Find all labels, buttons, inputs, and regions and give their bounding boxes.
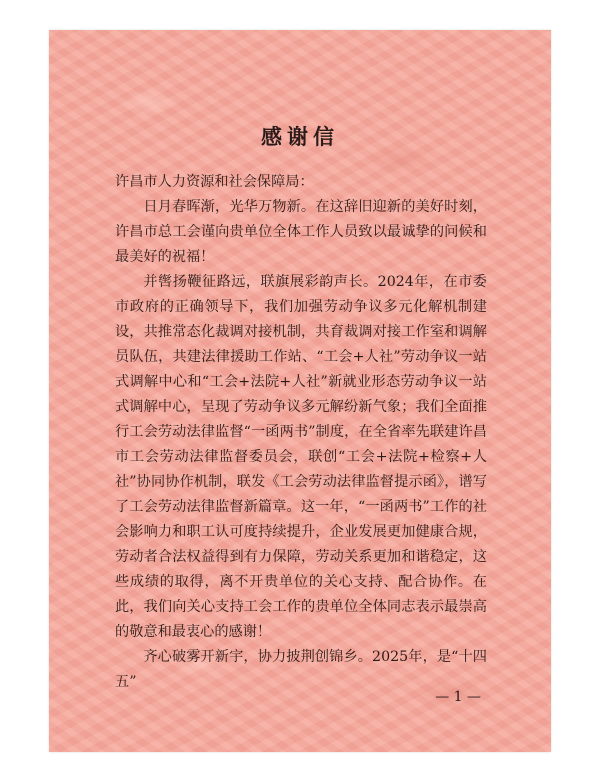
letter-title: 感谢信 [261, 124, 339, 149]
paragraph-greeting: 日月春晖渐，光华万物新。在这辞旧迎新的美好时刻，许昌市总工会谨向贵单位全体工作人员致以最诚挚的问候和最美好的祝福！ [115, 199, 487, 265]
page-number: — 1 — [435, 689, 481, 705]
paragraph-outlook: 齐心破雾开新宇，协力披荆创锦乡。2025年，是“十四五” [115, 649, 487, 690]
letter-salutation: 许昌市人力资源和社会保障局： [115, 174, 314, 190]
letter-page [49, 30, 551, 752]
letter-body [115, 170, 487, 695]
paragraph-achievements: 并辔扬鞭征路远，联旗展彩韵声长。2024年，在市委市政府的正确领导下，我们加强劳动争议多元化解机制建设，共推常态化裁调对接机制，共育裁调对接工作室和调解员队伍，共建法律援助工作站、“工会+人社”劳动争议一站式调解中心和“工会+法院+人社”新就业形态劳动争议一站式调解中心，呈现了劳动争议多元解纷新气象；我们全面推行工会劳动法律监督“一函两书”制度，在全省率先联建许昌市工会劳动法律监督委员会，联创“工会+法院+检察+人社”协同协作机制，联发《工会劳动法律监督提示函》，谱写了工会劳动法律监督新篇章。这一年，“一函两书”工作的社会影响力和职工认可度持续提升，企业发展更加健康合规，劳动者合法权益得到有力保障，劳动关系更加和谐稳定，这些成绩的取得，离不开贵单位的关心支持、配合协作。在此，我们向关心支持工会工作的贵单位全体同志表示最崇高的敬意和最衷心的感谢！ [115, 274, 487, 640]
